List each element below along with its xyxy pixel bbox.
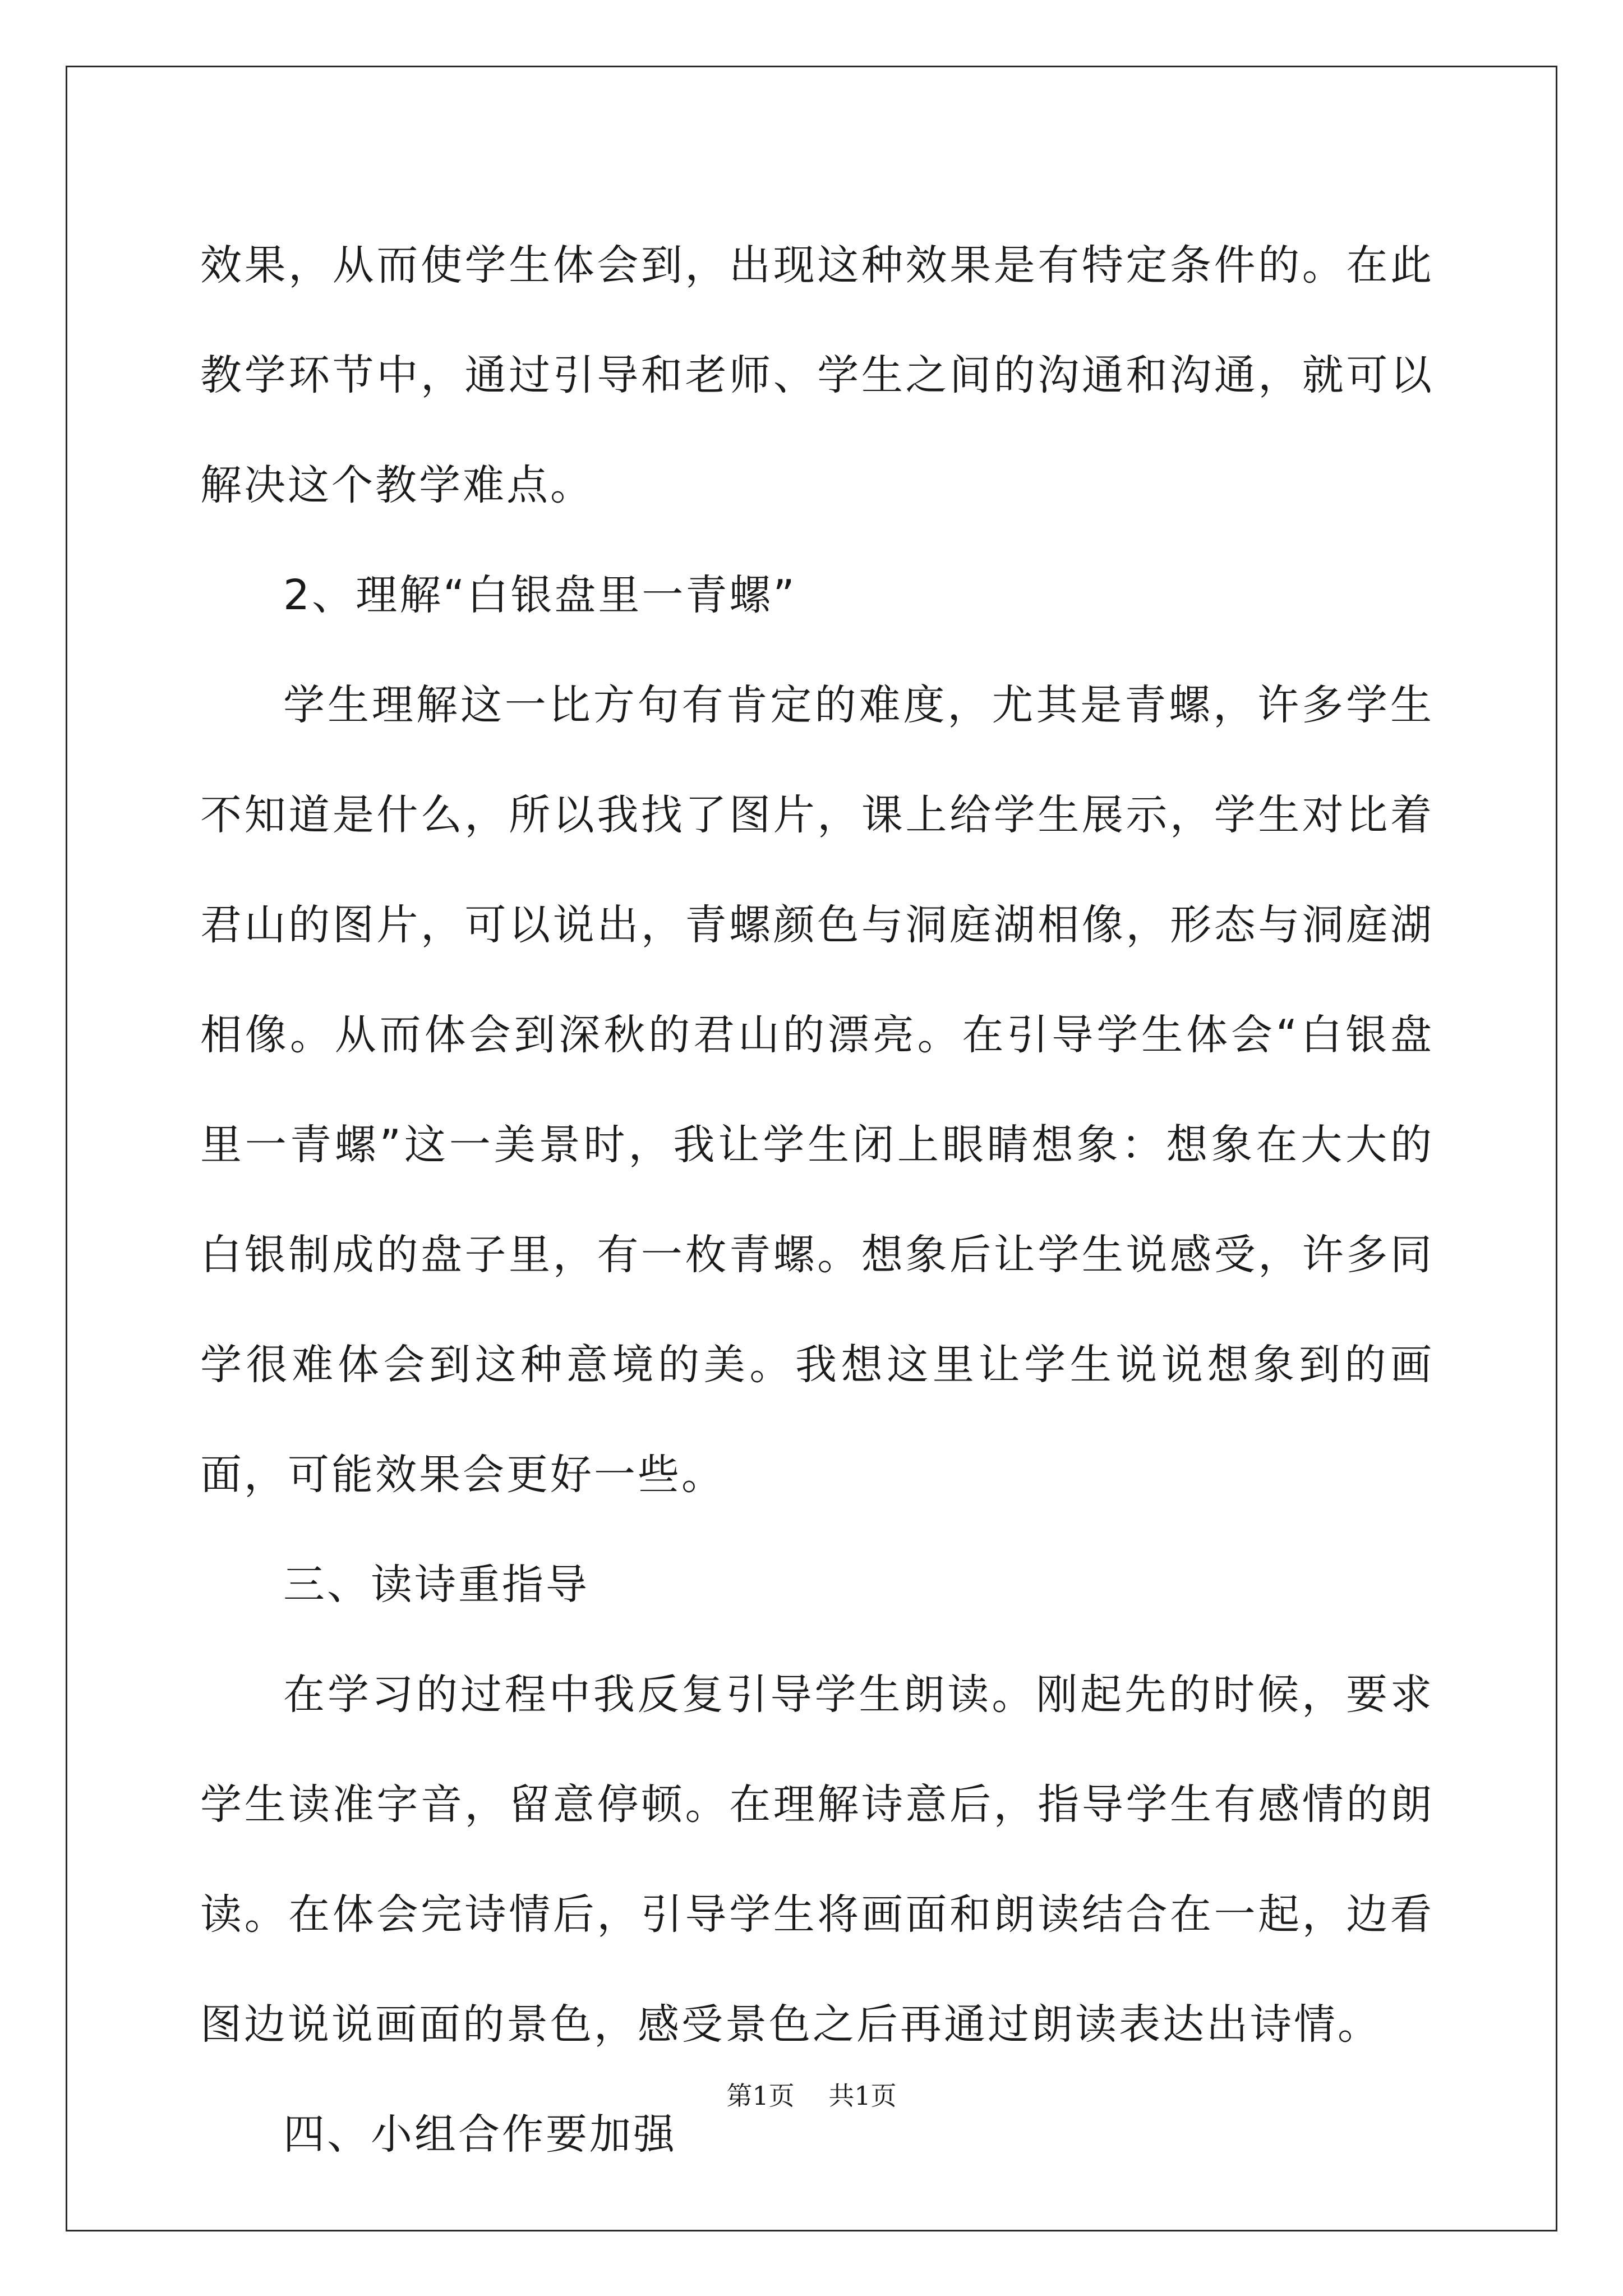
- page-footer: [0, 2076, 1623, 2113]
- paragraph-3: 在学习的过程中我反复引导学生朗读。刚起先的时候，要求学生读准字音，留意停顿。在理解诗意后，指导学生有感情的朗读。在体会完诗情后，引导学生将画面和朗读结合在一起，边看图边说说画面的景色，感受景色之后再通过朗读表达出诗情。: [200, 1671, 1434, 2049]
- paragraph-2: 学生理解这一比方句有肯定的难度，尤其是青螺，许多学生不知道是什么，所以我找了图片，课上给学生展示，学生对比着君山的图片，可以说出，青螺颜色与洞庭湖相像，形态与洞庭湖相像。从而体会到深秋的君山的漂亮。在引导学生体会“白银盘里一青螺”这一美景时，我让学生闭上眼睛想象：想象在大大的白银制成的盘子里，有一枚青螺。想象后让学生说感受，许多同学很难体会到这种意境的美。我想这里让学生说说想象到的画面，可能效果会更好一些。: [200, 681, 1434, 1499]
- page-number: 第1页: [726, 2081, 795, 2111]
- section-heading-4: 四、小组合作要加强: [283, 2110, 677, 2159]
- section-heading-3: 三、读诗重指导: [283, 1561, 589, 1609]
- paragraph-1: 效果，从而使学生体会到，出现这种效果是有特定条件的。在此教学环节中，通过引导和老师、学生之间的沟通和沟通，就可以解决这个教学难点。: [200, 241, 1434, 509]
- section-heading-2: 2、理解“白银盘里一青螺”: [283, 571, 797, 619]
- document-body: [200, 210, 1434, 2189]
- page-total: 共1页: [828, 2081, 897, 2111]
